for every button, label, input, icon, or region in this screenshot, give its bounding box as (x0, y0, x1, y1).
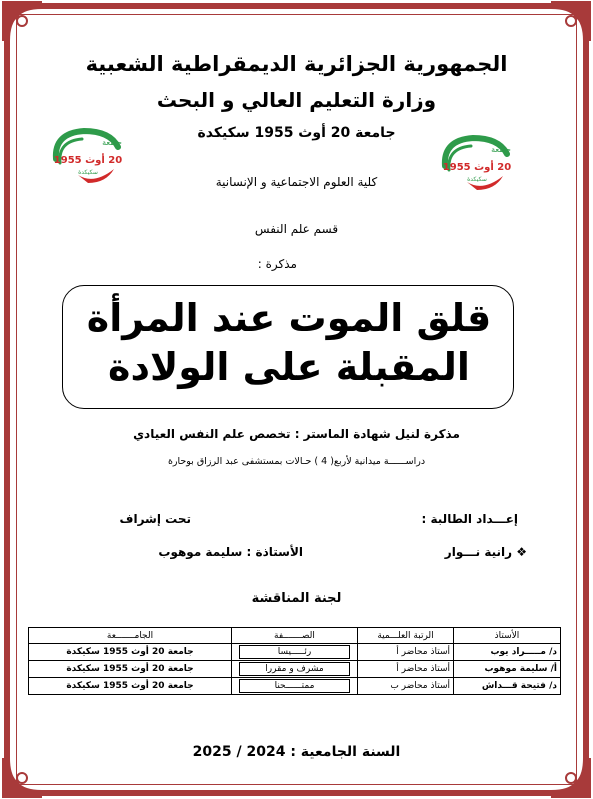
corner-ornament (547, 1, 591, 45)
header-rank: الرتبة العلـــمية (358, 628, 454, 644)
university-logo (437, 132, 517, 194)
committee-table-header (29, 628, 561, 644)
logo-sub-text: سكيكدة (467, 176, 487, 183)
member-rank: أستاذ محاضر أ (358, 644, 454, 661)
memo-label: مذكرة : (257, 257, 297, 271)
supervision-label: تحت إشراف (119, 512, 191, 526)
supervisor-name: الأستاذة : سليمة موهوب (158, 545, 303, 559)
header-university: الجامـــــــعة (29, 628, 232, 644)
student-name (445, 545, 527, 559)
ministry-heading: وزارة التعليم العالي و البحث (156, 88, 437, 112)
member-role-cell (232, 661, 358, 678)
committee-table (28, 627, 561, 695)
member-role: مشرف و مقررا (239, 662, 350, 676)
department-name: قسم علم النفس (254, 222, 339, 236)
committee-title: لجنة المناقشة (251, 591, 342, 606)
table-row (29, 644, 561, 661)
table-row (29, 678, 561, 695)
member-name: د/ مـــــراد يوب (454, 644, 561, 661)
member-role-cell (232, 678, 358, 695)
academic-year: السنة الجامعية : 2024 / 2025 (192, 744, 401, 760)
logo-top-text: جامعة (491, 145, 511, 154)
member-university: جامعة 20 أوث 1955 سكيكدة (29, 644, 232, 661)
member-rank: أستاذ محاضر ب (358, 678, 454, 695)
degree-statement: مذكرة لنيل شهادة الماستر : تخصص علم النفس العيادي (133, 427, 460, 441)
member-role: ممتــــــحنا (239, 679, 350, 693)
university-logo (48, 125, 128, 187)
prepared-by-label: إعـــداد الطالبة : (421, 512, 518, 526)
university-name: جامعة 20 أوث 1955 سكيكدة (197, 125, 396, 141)
member-name: د/ فتيحة قـــداش (454, 678, 561, 695)
member-role-cell (232, 644, 358, 661)
member-university: جامعة 20 أوث 1955 سكيكدة (29, 678, 232, 695)
logo-main-text: 20 أوث 1955 (53, 155, 123, 166)
member-university: جامعة 20 أوث 1955 سكيكدة (29, 661, 232, 678)
thesis-title-box (62, 285, 514, 409)
header-role: الصـــــــفة (232, 628, 358, 644)
diamond-bullet-icon: ❖ (516, 545, 527, 559)
thesis-title-line2: المقبلة على الولادة (108, 345, 470, 389)
study-description: دراســــــة ميدانية لأربع( 4 ) حـالات بمستشفى عبد الرزاق بوحارة (167, 456, 426, 467)
logo-top-text: جامعة (102, 138, 122, 147)
student-name-text: رانية نـــوار (444, 545, 513, 559)
logo-sub-text: سكيكدة (78, 169, 98, 176)
corner-ornament (547, 754, 591, 798)
member-rank: أستاذ محاضر أ (358, 661, 454, 678)
thesis-title-line1: قلق الموت عند المرأة (86, 296, 492, 340)
logo-main-text: 20 أوث 1955 (442, 162, 512, 173)
member-role: رئـــــيسا (239, 645, 350, 659)
header-professor: الأستاذ (454, 628, 561, 644)
republic-heading: الجمهورية الجزائرية الديمقراطية الشعبية (85, 52, 508, 76)
corner-ornament (2, 754, 46, 798)
member-name: أ/ سليمة موهوب (454, 661, 561, 678)
faculty-name: كلية العلوم الاجتماعية و الإنسانية (215, 175, 378, 189)
table-row (29, 661, 561, 678)
corner-ornament (2, 1, 46, 45)
